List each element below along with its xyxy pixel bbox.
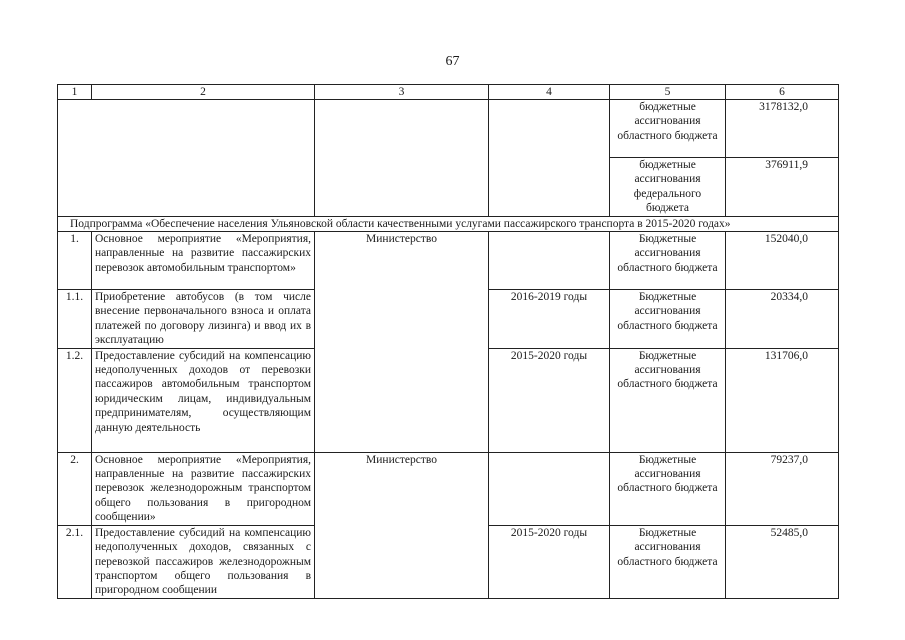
amount-cell: 79237,0 [726, 452, 839, 525]
table-row [58, 232, 839, 290]
period-cell: 2015-2020 годы [489, 348, 610, 452]
subprogram-title: Подпрограмма «Обеспечение населения Ульяновской области качественными услугами пассажирского транспорта в 2015-2020 годах» [58, 216, 839, 231]
budget-table [57, 84, 839, 599]
amount-cell: 376911,9 [726, 158, 839, 217]
row-number: 1.1. [58, 290, 92, 349]
activity-name: Предоставление субсидий на компенсацию недополученных доходов от перевозки пассажиров автомобильным транспортом юридическим лицам, индивидуальным предпринимателям, осуществляющим данную деятельность [92, 348, 315, 452]
funding-source: Бюджетные ассигнования областного бюджета [610, 525, 726, 598]
period-cell [489, 232, 610, 290]
executor-cell: Министерство [315, 452, 489, 598]
activity-name: Основное мероприятие «Мероприятия, направленные на развитие пассажирских перевозок железнодорожным транспортом общего пользования в пригородном сообщении» [92, 452, 315, 525]
amount-cell: 20334,0 [726, 290, 839, 349]
row-number: 2.1. [58, 525, 92, 598]
empty-cell [315, 100, 489, 217]
amount-cell: 131706,0 [726, 348, 839, 452]
column-header: 3 [315, 85, 489, 100]
amount-cell: 152040,0 [726, 232, 839, 290]
column-header: 4 [489, 85, 610, 100]
table-row [58, 452, 839, 525]
funding-source: Бюджетные ассигнования областного бюджета [610, 452, 726, 525]
amount-cell: 3178132,0 [726, 100, 839, 158]
period-cell [489, 452, 610, 525]
activity-name: Предоставление субсидий на компенсацию недополученных доходов, связанных с перевозкой пассажиров железнодорожным транспортом общего пользования в пригородном сообщении [92, 525, 315, 598]
continuation-row [58, 100, 839, 158]
activity-name: Приобретение автобусов (в том числе внесение первоначального взноса и оплата платежей по договору лизинга) и ввод их в эксплуатацию [92, 290, 315, 349]
period-cell: 2016-2019 годы [489, 290, 610, 349]
funding-source: бюджетные ассигнования областного бюджета [610, 100, 726, 158]
funding-source: бюджетные ассигнования федерального бюджета [610, 158, 726, 217]
column-header: 1 [58, 85, 92, 100]
table-header-row [58, 85, 839, 100]
column-header: 6 [726, 85, 839, 100]
amount-cell: 52485,0 [726, 525, 839, 598]
row-number: 1.2. [58, 348, 92, 452]
empty-cell [489, 100, 610, 217]
funding-source: Бюджетные ассигнования областного бюджета [610, 348, 726, 452]
funding-source: Бюджетные ассигнования областного бюджета [610, 290, 726, 349]
period-cell: 2015-2020 годы [489, 525, 610, 598]
page-number: 67 [445, 54, 460, 69]
row-number: 1. [58, 232, 92, 290]
empty-cell [58, 100, 315, 217]
subprogram-row [58, 216, 839, 231]
column-header: 5 [610, 85, 726, 100]
row-number: 2. [58, 452, 92, 525]
funding-source: Бюджетные ассигнования областного бюджета [610, 232, 726, 290]
executor-cell: Министерство [315, 232, 489, 453]
column-header: 2 [92, 85, 315, 100]
activity-name: Основное мероприятие «Мероприятия, направленные на развитие пассажирских перевозок автомобильным транспортом» [92, 232, 315, 290]
